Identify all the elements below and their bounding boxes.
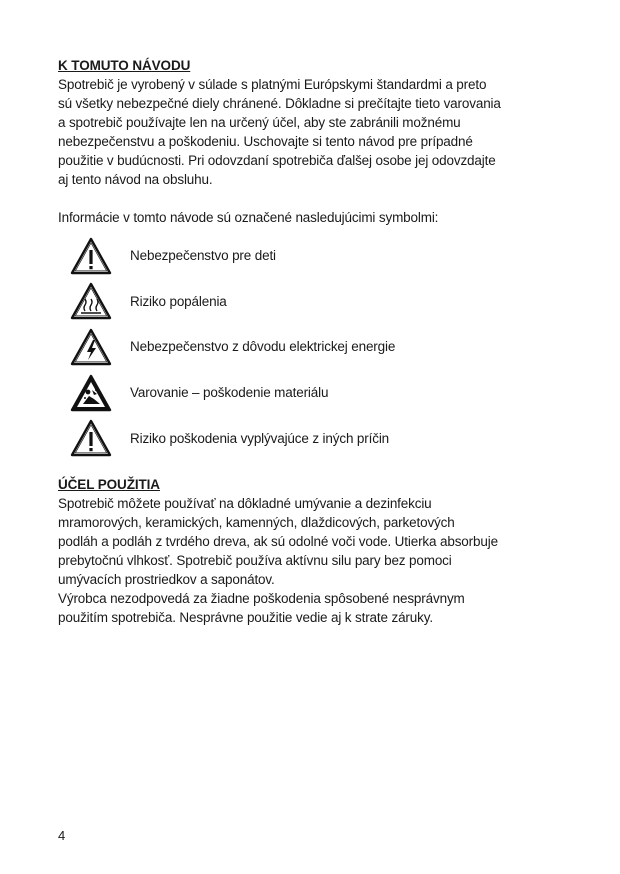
- warning-exclamation-icon: [70, 419, 112, 457]
- section-heading-about-manual: K TOMUTO NÁVODU: [58, 58, 191, 73]
- paragraph-line: sú všetky nebezpečné diely chránené. Dôkladne si prečítajte tieto varovania: [58, 96, 501, 111]
- symbol-label: Riziko popálenia: [130, 293, 227, 309]
- paragraph-line: podláh a podláh z tvrdého dreva, ak sú odolné voči vode. Utierka absorbuje: [58, 533, 498, 549]
- symbol-label: Nebezpečenstvo z dôvodu elektrickej energie: [130, 339, 396, 355]
- hot-surface-icon: [70, 282, 112, 320]
- symbol-row-other-risk: [58, 415, 558, 461]
- paragraph-line: použitím spotrebiča. Nesprávne použitie vedie aj k strate záruky.: [58, 609, 433, 625]
- paragraph-line: aj tento návod na obsluhu.: [58, 172, 213, 187]
- symbol-label: Riziko poškodenia vyplývajúce z iných príčin: [130, 430, 390, 446]
- symbol-row-electric-hazard: [58, 324, 558, 370]
- paragraph-line: použitie v budúcnosti. Pri odovzdaní spotrebiča ďalšej osobe jej odovzdajte: [58, 153, 496, 168]
- paragraph-line: umývacích prostriedkov a saponátov.: [58, 571, 275, 587]
- manual-page: [58, 56, 558, 627]
- paragraph-line: prebytočnú vlhkosť. Spotrebič používa aktívnu silu pary bez pomoci: [58, 552, 452, 568]
- symbols-intro: Informácie v tomto návode sú označené nasledujúcimi symbolmi:: [58, 210, 439, 225]
- paragraph-line: Spotrebič je vyrobený v súlade s platnými Európskymi štandardmi a preto: [58, 77, 487, 92]
- symbol-row-material-damage: [58, 370, 558, 416]
- warning-exclamation-icon: [70, 237, 112, 275]
- symbols-list: [58, 233, 558, 461]
- symbol-row-burn-risk: [58, 279, 558, 325]
- paragraph-line: Spotrebič môžete používať na dôkladné umývanie a dezinfekciu: [58, 495, 432, 511]
- material-damage-icon: [70, 374, 112, 412]
- section-intended-use: [58, 475, 558, 627]
- symbol-row-children-danger: [58, 233, 558, 279]
- page-number: 4: [58, 828, 66, 843]
- electric-hazard-icon: [70, 328, 112, 366]
- paragraph-line: nebezpečenstvu a poškodeniu. Uschovajte si tento návod pre prípadné: [58, 134, 473, 149]
- section-about-manual: [58, 56, 558, 227]
- symbol-label: Varovanie – poškodenie materiálu: [130, 385, 329, 401]
- symbol-label: Nebezpečenstvo pre deti: [130, 248, 276, 264]
- paragraph-line: Výrobca nezodpovedá za žiadne poškodenia spôsobené nesprávnym: [58, 590, 465, 606]
- paragraph-line: a spotrebič používajte len na určený účel, aby ste zabránili možnému: [58, 115, 461, 130]
- paragraph-line: mramorových, keramických, kamenných, dlaždicových, parketových: [58, 514, 455, 530]
- section-heading-intended-use: ÚČEL POUŽITIA: [58, 476, 160, 492]
